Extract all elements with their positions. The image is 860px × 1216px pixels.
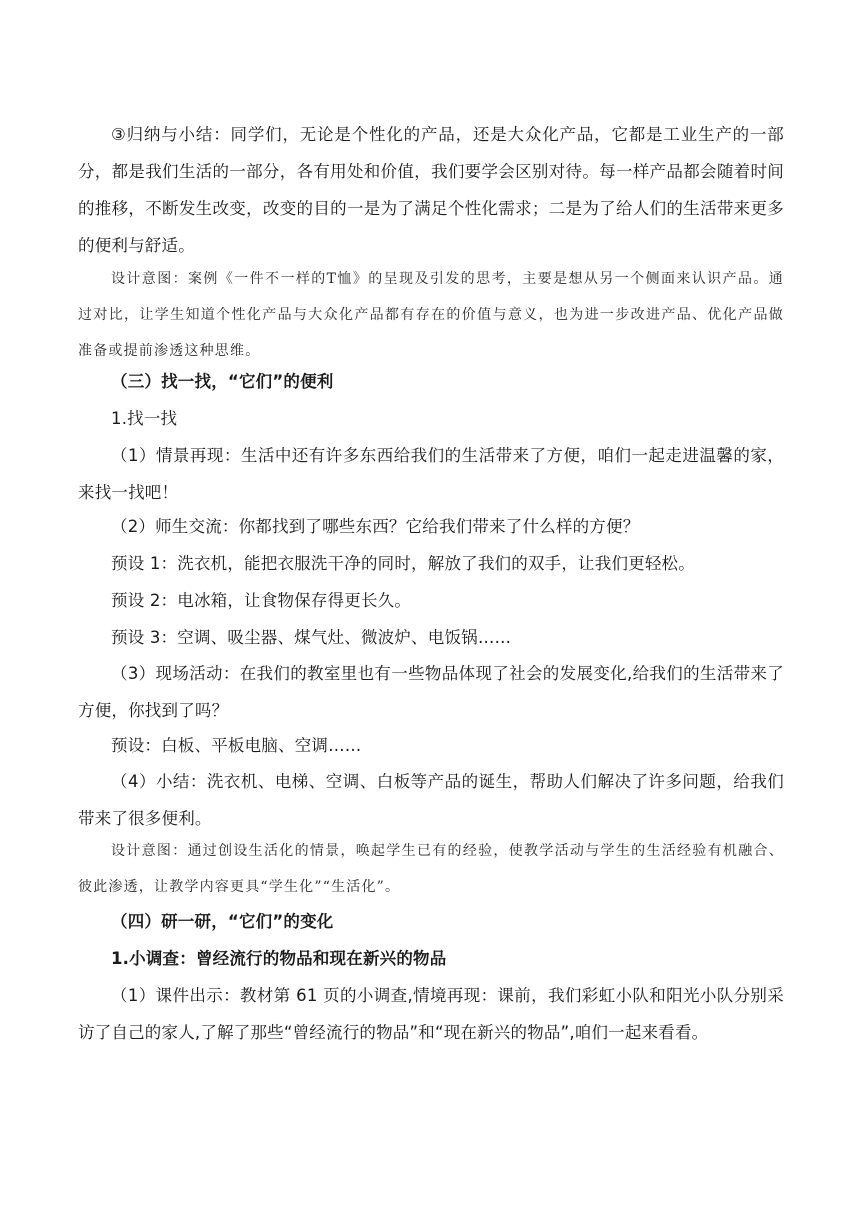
subheading-find: 1.找一找 [111, 409, 178, 428]
survey-heading: 1.小调查：曾经流行的物品和现在新兴的物品 [111, 949, 447, 968]
preset-3: 预设 3：空调、吸尘器、煤气灶、微波炉、电饭锅…… [111, 628, 512, 647]
section-heading-study: （四）研一研，“它们”的变化 [111, 912, 334, 931]
preset-2: 预设 2：电冰箱，让食物保存得更长久。 [111, 591, 412, 610]
section-heading-find: （三）找一找，“它们”的便利 [111, 372, 334, 391]
exchange-paragraph: （2）师生交流：你都找到了哪些东西？它给我们带来了什么样的方便？ [111, 517, 640, 536]
preset-1: 预设 1：洗衣机，能把衣服洗干净的同时，解放了我们的双手，让我们更轻松。 [111, 554, 695, 573]
design-intent-paragraph: 设计意图：案例《一件不一样的T恤》的呈现及引发的思考，主要是想从另一个侧面来认识产品。通过对比，让学生知道个性化产品与大众化产品都有存在的价值与意义，也为进一步改进产品、优化产品做准备或提前渗透这种思维。 [78, 271, 784, 359]
courseware-paragraph: （1）课件出示：教材第 61 页的小调查,情境再现：课前，我们彩虹小队和阳光小队分别采访了自己的家人,了解了那些“曾经流行的物品”和“现在新兴的物品”,咱们一起来看看。 [78, 986, 784, 1042]
design-intent-paragraph-2: 设计意图：通过创设生活化的情景，唤起学生已有的经验，使教学活动与学生的生活经验有机融合、彼此渗透，让教学内容更具“学生化”“生活化”。 [78, 843, 784, 895]
conclusion-paragraph: （4）小结：洗衣机、电梯、空调、白板等产品的诞生，帮助人们解决了许多问题，给我们带来了很多便利。 [78, 772, 784, 828]
preset-activity: 预设：白板、平板电脑、空调…… [111, 736, 362, 755]
scene-paragraph: （1）情景再现：生活中还有许多东西给我们的生活带来了方便，咱们一起走进温馨的家，来找一找吧！ [78, 446, 784, 502]
activity-paragraph: （3）现场活动：在我们的教室里也有一些物品体现了社会的发展变化,给我们的生活带来了方便，你找到了吗？ [78, 664, 784, 720]
summary-paragraph: ③归纳与小结：同学们，无论是个性化的产品，还是大众化产品，它都是工业生产的一部分，都是我们生活的一部分，各有用处和价值，我们要学会区别对待。每一样产品都会随着时间的推移，不断发生改变，改变的目的一是为了满足个性化需求；二是为了给人们的生活带来更多的便利与舒适。 [78, 125, 784, 255]
